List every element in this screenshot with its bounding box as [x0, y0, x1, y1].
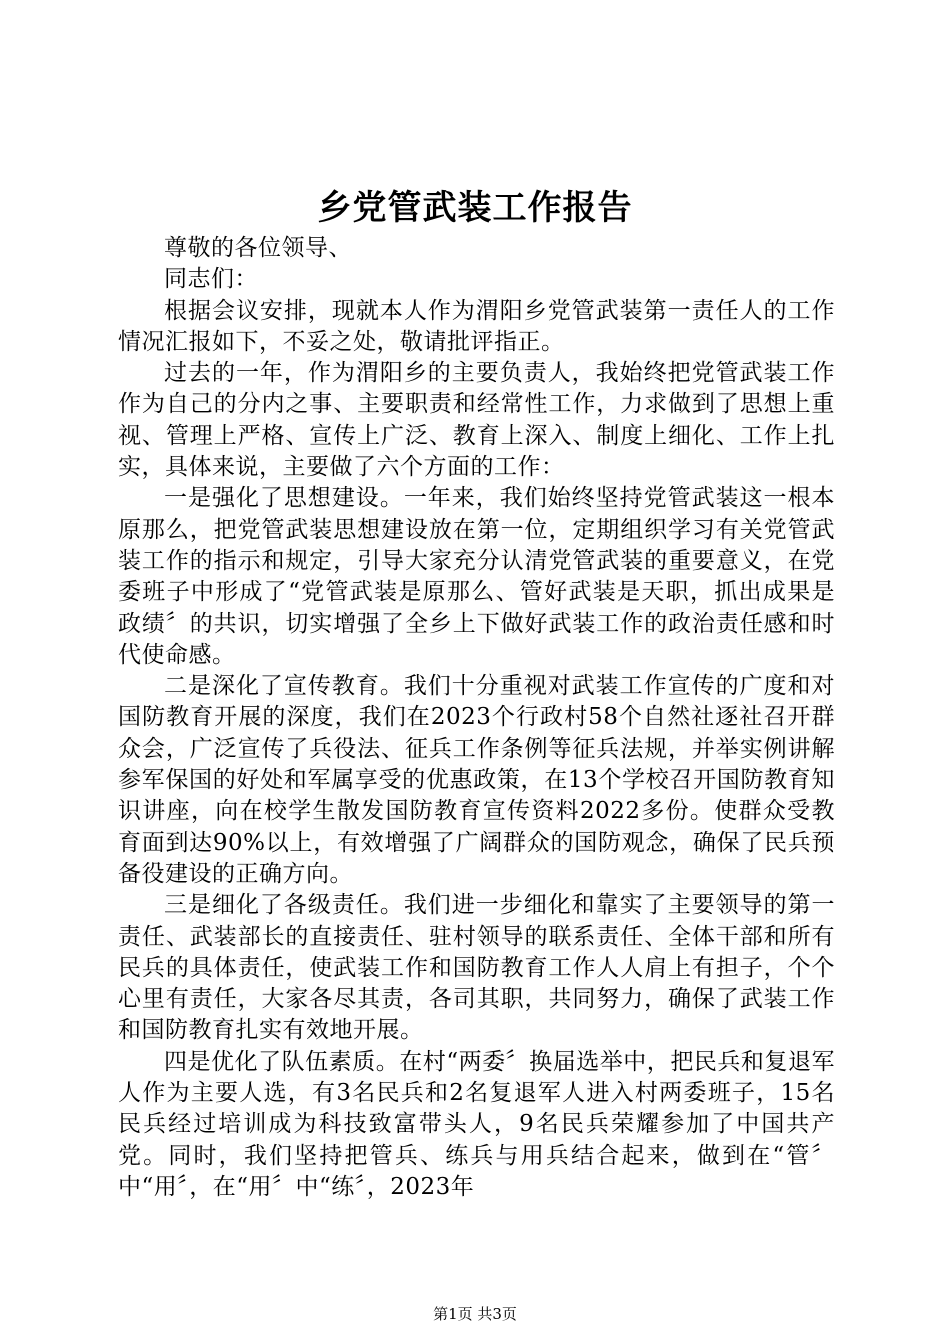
page-number-footer: 第1页 共3页: [433, 1305, 517, 1323]
body-paragraph: 一是强化了思想建设。一年来，我们始终坚持党管武装这一根本原那么，把党管武装思想建设放在第一位，定期组织学习有关党管武装工作的指示和规定，引导大家充分认清党管武装的重要意义，在党委班子中形成了“党管武装是原那么、管好武装是天职，抓出成果是政绩〞的共识，切实增强了全乡上下做好武装工作的政治责任感和时代使命感。: [118, 485, 835, 668]
body-paragraph: 根据会议安排，现就本人作为渭阳乡党管武装第一责任人的工作情况汇报如下，不妥之处，敬请批评指正。: [118, 297, 835, 355]
salutation-line: 同志们：: [164, 266, 258, 293]
body-paragraph: 四是优化了队伍素质。在村“两委〞换届选举中，把民兵和复退军人作为主要人选，有3名民兵和2名复退军人进入村两委班子，15名民兵经过培训成为科技致富带头人，9名民兵荣耀参加了中国共产党。同时，我们坚持把管兵、练兵与用兵结合起来，做到在“管〞中“用〞，在“用〞中“练〞，2023年: [118, 1048, 835, 1200]
body-paragraph: 三是细化了各级责任。我们进一步细化和靠实了主要领导的第一责任、武装部长的直接责任、驻村领导的联系责任、全体干部和所有民兵的具体责任，使武装工作和国防教育工作人人肩上有担子，个个心里有责任，大家各尽其责，各司其职，共同努力，确保了武装工作和国防教育扎实有效地开展。: [118, 892, 835, 1044]
salutation-line: 尊敬的各位领导、: [164, 235, 352, 261]
body-paragraph: 过去的一年，作为渭阳乡的主要负责人，我始终把党管武装工作作为自己的分内之事、主要职责和经常性工作，力求做到了思想上重视、管理上严格、宣传上广泛、教育上深入、制度上细化、工作上扎实，具体来说，主要做了六个方面的工作：: [118, 360, 835, 481]
document-title: 乡党管武装工作报告: [317, 188, 633, 228]
document-body: [118, 233, 835, 1203]
body-paragraph: 二是深化了宣传教育。我们十分重视对武装工作宣传的广度和对国防教育开展的深度，我们在2023个行政村58个自然社逐社召开群众会，广泛宣传了兵役法、征兵工作条例等征兵法规，并举实例讲解参军保国的好处和军属享受的优惠政策，在13个学校召开国防教育知识讲座，向在校学生散发国防教育宣传资料2022多份。使群众受教育面到达90%以上，有效增强了广阔群众的国防观念，确保了民兵预备役建设的正确方向。: [118, 673, 835, 887]
